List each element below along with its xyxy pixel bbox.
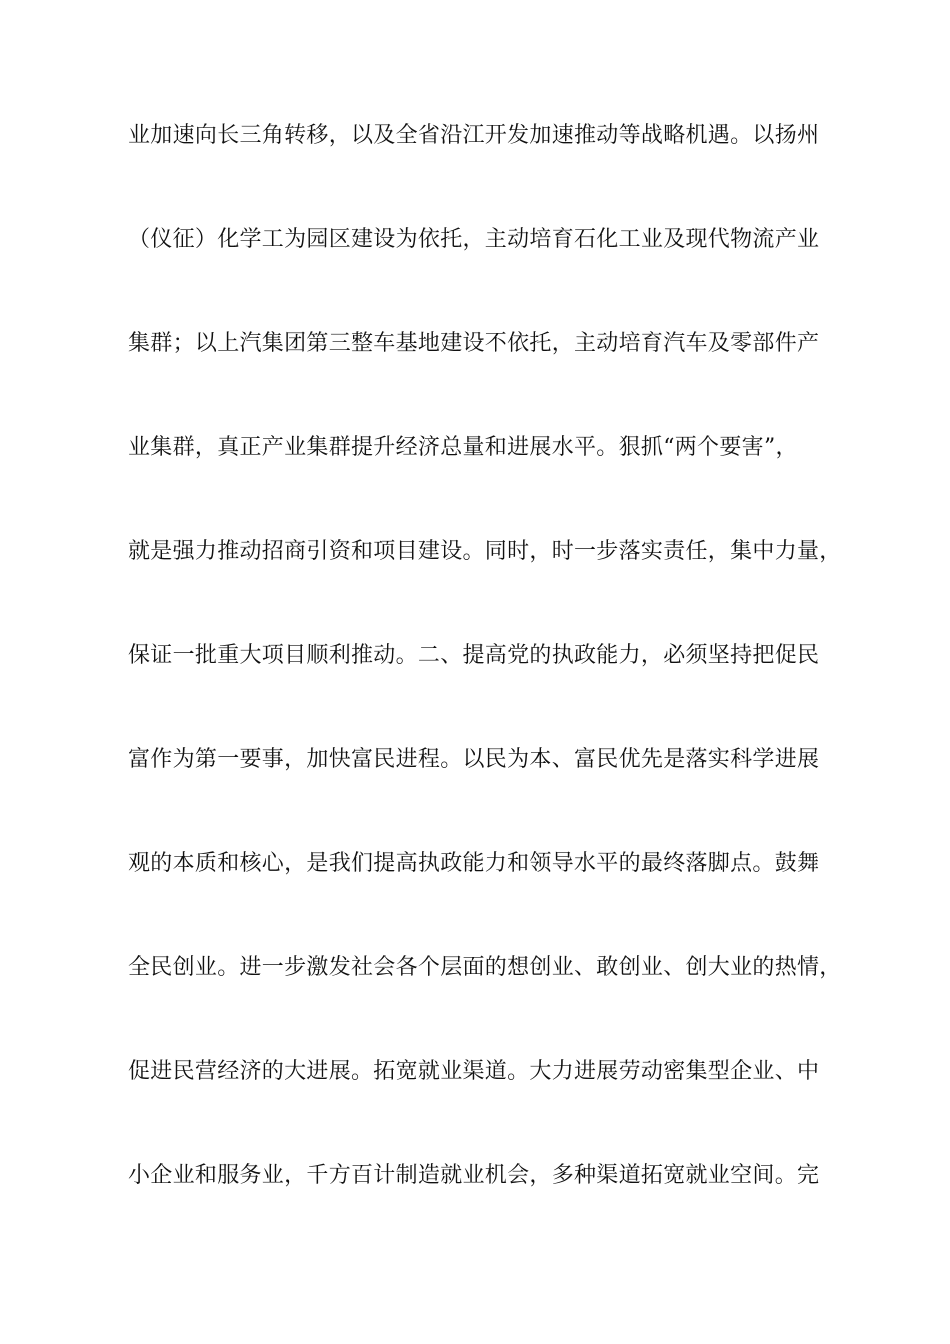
text-line-3: 集群；以上汽集团第三整车基地建设不依托，主动培育汽车及零部件产 (128, 331, 820, 356)
text-line-9: 全民创业。进一步激发社会各个层面的想创业、敢创业、创大业的热情， (128, 955, 842, 980)
text-line-11: 小企业和服务业，千方百计制造就业机会，多种渠道拓宽就业空间。完 (128, 1163, 820, 1188)
text-line-10: 促进民营经济的大进展。拓宽就业渠道。大力进展劳动密集型企业、中 (128, 1059, 820, 1084)
text-line-8: 观的本质和核心，是我们提高执政能力和领导水平的最终落脚点。鼓舞 (128, 851, 820, 876)
text-line-2: （仪征）化学工为园区建设为依托，主动培育石化工业及现代物流产业 (128, 227, 820, 252)
text-line-7: 富作为第一要事，加快富民进程。以民为本、富民优先是落实科学进展 (128, 747, 820, 772)
body-text (128, 114, 842, 1258)
text-line-5: 就是强力推动招商引资和项目建设。同时，时一步落实责任，集中力量， (128, 539, 842, 564)
text-line-6: 保证一批重大项目顺利推动。二、提高党的执政能力，必须坚持把促民 (128, 643, 820, 668)
text-line-4: 业集群，真正产业集群提升经济总量和进展水平。狠抓“两个要害”， (128, 435, 798, 460)
text-line-1: 业加速向长三角转移，以及全省沿江开发加速推动等战略机遇。以扬州 (128, 123, 820, 148)
